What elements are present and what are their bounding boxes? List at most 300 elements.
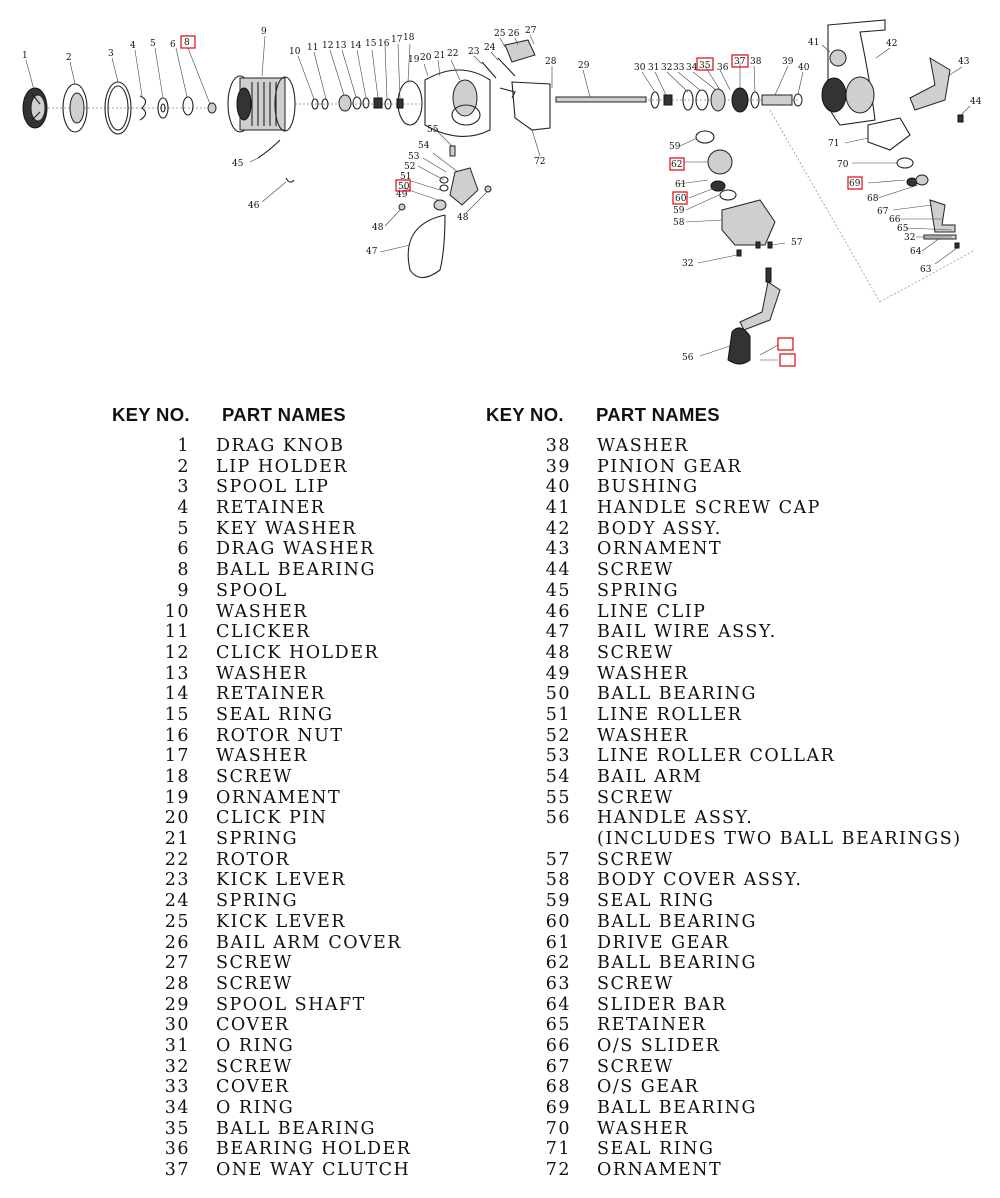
callout: 43 [958, 57, 970, 67]
callout: 6 [170, 40, 176, 50]
part-row [164, 829, 411, 850]
part-name: KICK LEVER [216, 911, 346, 932]
part-key: 61 [545, 932, 571, 953]
part-name: LINE CLIP [597, 601, 707, 622]
part-row [177, 539, 411, 560]
callout: 50 [398, 182, 410, 192]
ornament-72-part [512, 82, 550, 130]
part-name: SCREW [597, 849, 674, 870]
part-row [545, 642, 962, 664]
part-name: WASHER [597, 725, 689, 746]
callout: 57 [791, 238, 803, 248]
part-key: 40 [545, 477, 571, 498]
part-name: SCREW [216, 1056, 293, 1077]
callout: 16 [378, 39, 390, 49]
part-row [164, 787, 411, 809]
callout: 58 [673, 218, 685, 228]
part-row [545, 849, 962, 871]
part-row [545, 498, 962, 519]
callout: 9 [261, 27, 267, 37]
callout: 59 [673, 206, 685, 216]
part-row [164, 973, 411, 995]
part-row [164, 953, 411, 974]
part-name: SCREW [216, 953, 293, 974]
callout: 13 [335, 41, 347, 51]
handle-assembly-part [728, 268, 780, 364]
part-name: WASHER [597, 1118, 689, 1139]
callout: 30 [634, 63, 646, 73]
part-key: 71 [545, 1139, 571, 1160]
spool-part [228, 76, 295, 132]
callout: 39 [782, 57, 794, 67]
part-key: 10 [164, 601, 190, 622]
part-name: O RING [216, 1098, 295, 1118]
part-row [545, 560, 962, 581]
part-key: 17 [164, 746, 190, 767]
part-key: 64 [545, 994, 571, 1015]
part-row [545, 746, 962, 767]
part-row [545, 436, 962, 457]
part-name: SPOOL SHAFT [216, 994, 366, 1015]
part-row [545, 1056, 962, 1078]
part-name: DRAG KNOB [216, 436, 345, 456]
part-name: SPOOL [216, 580, 288, 601]
part-name: LINE ROLLER COLLAR [597, 746, 836, 767]
part-key: 5 [177, 518, 190, 539]
part-name: SEAL RING [597, 1139, 715, 1160]
spool-shaft-part [556, 97, 646, 102]
washer-70-part [897, 158, 913, 168]
slider-parts [924, 200, 959, 248]
part-key: 50 [545, 684, 571, 705]
part-row [164, 1160, 411, 1181]
part-row [545, 953, 962, 974]
part-name: WASHER [216, 663, 308, 684]
screw-48b-part [485, 186, 491, 192]
part-key: 20 [164, 808, 190, 829]
part-row [164, 642, 411, 664]
part-name: RETAINER [216, 684, 326, 705]
part-row [545, 932, 962, 954]
callout: 48 [457, 213, 469, 223]
part-key: 44 [545, 560, 571, 581]
part-name: SCREW [216, 767, 293, 787]
part-key: 16 [164, 725, 190, 746]
screw-48a-part [399, 204, 405, 210]
callout-labels [22, 26, 982, 363]
part-name: LIP HOLDER [216, 456, 349, 477]
part-key: 1 [177, 436, 190, 456]
part-row [545, 518, 962, 540]
key-washer-part [158, 98, 168, 118]
callout: 31 [648, 63, 660, 73]
part-row [164, 911, 411, 933]
part-row [545, 870, 962, 891]
handle-screw-cap-part [830, 50, 846, 66]
part-key: 43 [545, 539, 571, 560]
callout: 22 [447, 49, 459, 59]
part-key: 27 [164, 953, 190, 974]
part-row [177, 580, 411, 602]
part-name: O RING [216, 1035, 295, 1056]
part-row [164, 932, 411, 954]
part-name: ORNAMENT [216, 787, 342, 808]
callout: 2 [66, 53, 72, 63]
callout: 10 [289, 47, 301, 57]
part-key: 49 [545, 663, 571, 684]
part-key: 72 [545, 1160, 571, 1181]
part-key: 65 [545, 1015, 571, 1036]
part-name: BALL BEARING [597, 1098, 757, 1118]
callout: 28 [545, 57, 557, 67]
part-name: COVER [216, 1077, 290, 1098]
part-key: 38 [545, 436, 571, 456]
part-key: 32 [164, 1056, 190, 1077]
callout: 23 [468, 47, 480, 57]
part-key: 55 [545, 787, 571, 808]
part-row [545, 704, 962, 726]
part-name: SCREW [597, 642, 674, 663]
callout: 38 [750, 57, 762, 67]
callout: 20 [420, 53, 432, 63]
part-row [545, 787, 962, 809]
part-row [545, 808, 962, 829]
part-key: 23 [164, 870, 190, 891]
part-name: BAIL ARM COVER [216, 932, 402, 953]
part-key: 15 [164, 704, 190, 725]
part-name: BALL BEARING [597, 684, 757, 705]
part-name: RETAINER [216, 498, 326, 519]
part-key: 13 [164, 663, 190, 684]
ornament-43-part [910, 58, 950, 110]
callout: 37 [734, 57, 746, 67]
part-key: 3 [177, 477, 190, 498]
callout: 29 [578, 61, 590, 71]
os-gear-part [916, 175, 928, 185]
part-row [545, 994, 962, 1016]
part-name: CLICK PIN [216, 808, 328, 829]
callout: 52 [404, 162, 416, 172]
callout: 32 [682, 259, 694, 269]
part-name: SLIDER BAR [597, 994, 727, 1015]
part-name: COVER [216, 1015, 290, 1036]
part-row [545, 973, 962, 995]
part-names-header-left: PART NAMES [222, 404, 346, 425]
part-row [177, 560, 411, 581]
part-key: 6 [177, 539, 190, 560]
callout: 70 [837, 160, 849, 170]
part-key: 68 [545, 1077, 571, 1098]
part-key: 67 [545, 1056, 571, 1077]
part-name: SCREW [597, 1056, 674, 1077]
line-clip-part [286, 178, 294, 182]
part-name: ORNAMENT [597, 1160, 723, 1181]
part-key: 30 [164, 1015, 190, 1036]
part-name: BALL BEARING [597, 911, 757, 932]
part-key: 9 [177, 580, 190, 601]
part-row [164, 849, 411, 871]
part-name: BALL BEARING [216, 560, 376, 581]
part-key: 18 [164, 767, 190, 787]
part-name: O/S SLIDER [597, 1035, 721, 1056]
callout: 71 [828, 139, 840, 149]
callout: 36 [717, 63, 729, 73]
part-row [597, 829, 962, 850]
part-name: SCREW [597, 560, 674, 581]
part-row [545, 684, 962, 705]
part-row [164, 1077, 411, 1098]
part-key: 35 [164, 1118, 190, 1139]
callout: 32 [904, 233, 916, 243]
exploded-parts-diagram [0, 0, 1000, 385]
part-row [164, 767, 411, 788]
part-key: 48 [545, 642, 571, 663]
callout: 14 [350, 41, 362, 51]
part-name: RETAINER [597, 1015, 707, 1036]
part-name: HANDLE SCREW CAP [597, 498, 821, 519]
callout: 21 [434, 51, 446, 61]
drag-washer-part [183, 97, 193, 115]
callout: 41 [808, 38, 820, 48]
part-row [164, 891, 411, 912]
seal-ring-71-part [868, 118, 910, 150]
callout: 46 [248, 201, 260, 211]
callout: 45 [232, 159, 244, 169]
part-name: KICK LEVER [216, 870, 346, 891]
part-row [545, 767, 962, 788]
callout: 18 [403, 33, 415, 43]
callout: 33 [673, 63, 685, 73]
part-key: 36 [164, 1139, 190, 1160]
part-name: BAIL WIRE ASSY. [597, 622, 777, 643]
part-key: 66 [545, 1035, 571, 1056]
callout: 56 [682, 353, 694, 363]
lip-holder-part [63, 84, 87, 132]
part-name: SCREW [216, 973, 293, 994]
part-name: SCREW [597, 973, 674, 994]
part-key: 34 [164, 1098, 190, 1118]
part-name: BALL BEARING [216, 1118, 376, 1139]
callout: 44 [970, 97, 982, 107]
part-key: 25 [164, 911, 190, 932]
callout: 12 [322, 41, 334, 51]
part-key: 58 [545, 870, 571, 891]
part-key: 59 [545, 891, 571, 912]
part-name: WASHER [597, 436, 689, 456]
part-row [164, 1118, 411, 1140]
part-name: SCREW [597, 787, 674, 808]
part-row [177, 518, 411, 540]
part-key: 53 [545, 746, 571, 767]
part-key: 19 [164, 787, 190, 808]
part-row [164, 601, 411, 623]
part-name: SEAL RING [216, 704, 334, 725]
part-name: ONE WAY CLUTCH [216, 1160, 411, 1181]
part-key: 26 [164, 932, 190, 953]
part-names-header-right: PART NAMES [596, 404, 720, 425]
key-no-header-right: KEY NO. [486, 404, 564, 425]
part-key: 70 [545, 1118, 571, 1139]
body-assembly-part [822, 20, 885, 125]
part-key: 46 [545, 601, 571, 622]
part-row [545, 1077, 962, 1098]
part-row [545, 1118, 962, 1140]
part-name: ORNAMENT [597, 539, 723, 560]
callout: 3 [108, 49, 114, 59]
callout: 27 [525, 26, 537, 36]
part-key: 52 [545, 725, 571, 746]
callout: 69 [849, 179, 861, 189]
spring-45-part [258, 140, 280, 158]
part-name: (INCLUDES TWO BALL BEARINGS) [597, 829, 962, 850]
callout: 59 [669, 142, 681, 152]
part-row [545, 725, 962, 747]
ball-bearing-69-part [907, 178, 917, 186]
part-name: PINION GEAR [597, 456, 743, 477]
callout: 5 [150, 39, 156, 49]
part-key: 45 [545, 580, 571, 601]
part-key: 37 [164, 1160, 190, 1181]
callout: 35 [699, 61, 711, 71]
screw-44-part [958, 115, 963, 122]
callout: 60 [675, 194, 687, 204]
callout: 42 [886, 39, 898, 49]
callout: 40 [798, 63, 810, 73]
part-row [545, 1139, 962, 1160]
part-name: CLICK HOLDER [216, 642, 380, 663]
callout: 67 [877, 207, 889, 217]
part-row [164, 725, 411, 747]
part-name: O/S GEAR [597, 1077, 700, 1098]
part-row [545, 911, 962, 933]
callout: 49 [396, 190, 408, 200]
part-name: ROTOR NUT [216, 725, 344, 746]
part-name: SPOOL LIP [216, 477, 330, 498]
part-row [164, 870, 411, 891]
part-row [545, 663, 962, 685]
part-row [545, 456, 962, 478]
part-key: 39 [545, 456, 571, 477]
part-row [164, 994, 411, 1016]
part-row [164, 704, 411, 726]
part-row [545, 1015, 962, 1036]
part-name: CLICKER [216, 622, 311, 643]
part-row [164, 663, 411, 685]
parts-list-right [545, 436, 962, 1181]
part-row [164, 1139, 412, 1160]
part-key: 29 [164, 994, 190, 1015]
drive-gear-parts [696, 131, 775, 256]
part-row [545, 1098, 962, 1119]
part-row [164, 1015, 411, 1036]
callout: 11 [307, 43, 319, 53]
part-name: SPRING [597, 580, 680, 601]
callout: 25 [494, 29, 506, 39]
part-key: 47 [545, 622, 571, 643]
part-name: BAIL ARM [597, 767, 703, 787]
part-key: 57 [545, 849, 571, 870]
part-key: 2 [177, 456, 190, 477]
part-name: SPRING [216, 829, 299, 850]
callout: 26 [508, 29, 520, 39]
part-name: WASHER [216, 746, 308, 767]
callout: 48 [372, 223, 384, 233]
part-name: DRIVE GEAR [597, 932, 730, 953]
part-key: 42 [545, 518, 571, 539]
callout: 55 [427, 125, 439, 135]
part-key: 12 [164, 642, 190, 663]
part-name: BUSHING [597, 477, 699, 498]
part-name: HANDLE ASSY. [597, 808, 754, 829]
part-row [545, 539, 962, 560]
callout: 8 [184, 38, 190, 48]
callout: 32 [661, 63, 673, 73]
part-row [545, 891, 962, 912]
part-row [164, 1056, 411, 1078]
callout: 1 [22, 51, 28, 61]
part-name: BODY COVER ASSY. [597, 870, 803, 891]
part-name: WASHER [597, 663, 689, 684]
part-key: 63 [545, 973, 571, 994]
callout: 47 [366, 247, 378, 257]
part-key: 31 [164, 1035, 190, 1056]
part-key: 4 [177, 498, 190, 519]
callout: 17 [391, 35, 403, 45]
part-row [164, 622, 411, 643]
callout: 53 [408, 152, 420, 162]
callout: 51 [400, 172, 412, 182]
part-key: 62 [545, 953, 571, 974]
part-key: 41 [545, 498, 571, 519]
part-row [545, 477, 962, 498]
part-row [545, 601, 962, 623]
body-outline-bottom [880, 250, 975, 302]
part-row [177, 456, 411, 478]
callout: 64 [910, 247, 922, 257]
part-name: BEARING HOLDER [216, 1139, 412, 1160]
callout: 19 [408, 55, 420, 65]
callout: 72 [534, 157, 546, 167]
part-row [164, 684, 411, 705]
part-key: 14 [164, 684, 190, 705]
part-name: KEY WASHER [216, 518, 357, 539]
part-key: 8 [177, 560, 190, 581]
bail-wire-part [408, 215, 445, 278]
key-no-header-left: KEY NO. [112, 404, 190, 425]
part-key: 56 [545, 808, 571, 829]
part-key: 33 [164, 1077, 190, 1098]
callout: 15 [365, 39, 377, 49]
parts-list-left [164, 436, 412, 1181]
part-name: DRAG WASHER [216, 539, 375, 560]
part-row [545, 1160, 962, 1181]
part-key: 21 [164, 829, 190, 850]
part-row [164, 1035, 411, 1057]
part-key: 54 [545, 767, 571, 787]
drag-knob-part [23, 88, 47, 128]
part-row [545, 622, 962, 643]
callout: 4 [130, 41, 136, 51]
part-row [545, 580, 962, 602]
part-name: LINE ROLLER [597, 704, 743, 725]
part-key: 24 [164, 891, 190, 912]
part-key: 51 [545, 704, 571, 725]
part-row [177, 498, 411, 519]
callout: 68 [867, 194, 879, 204]
part-row [177, 436, 411, 457]
callout: 54 [418, 141, 430, 151]
part-name: SPRING [216, 891, 299, 912]
